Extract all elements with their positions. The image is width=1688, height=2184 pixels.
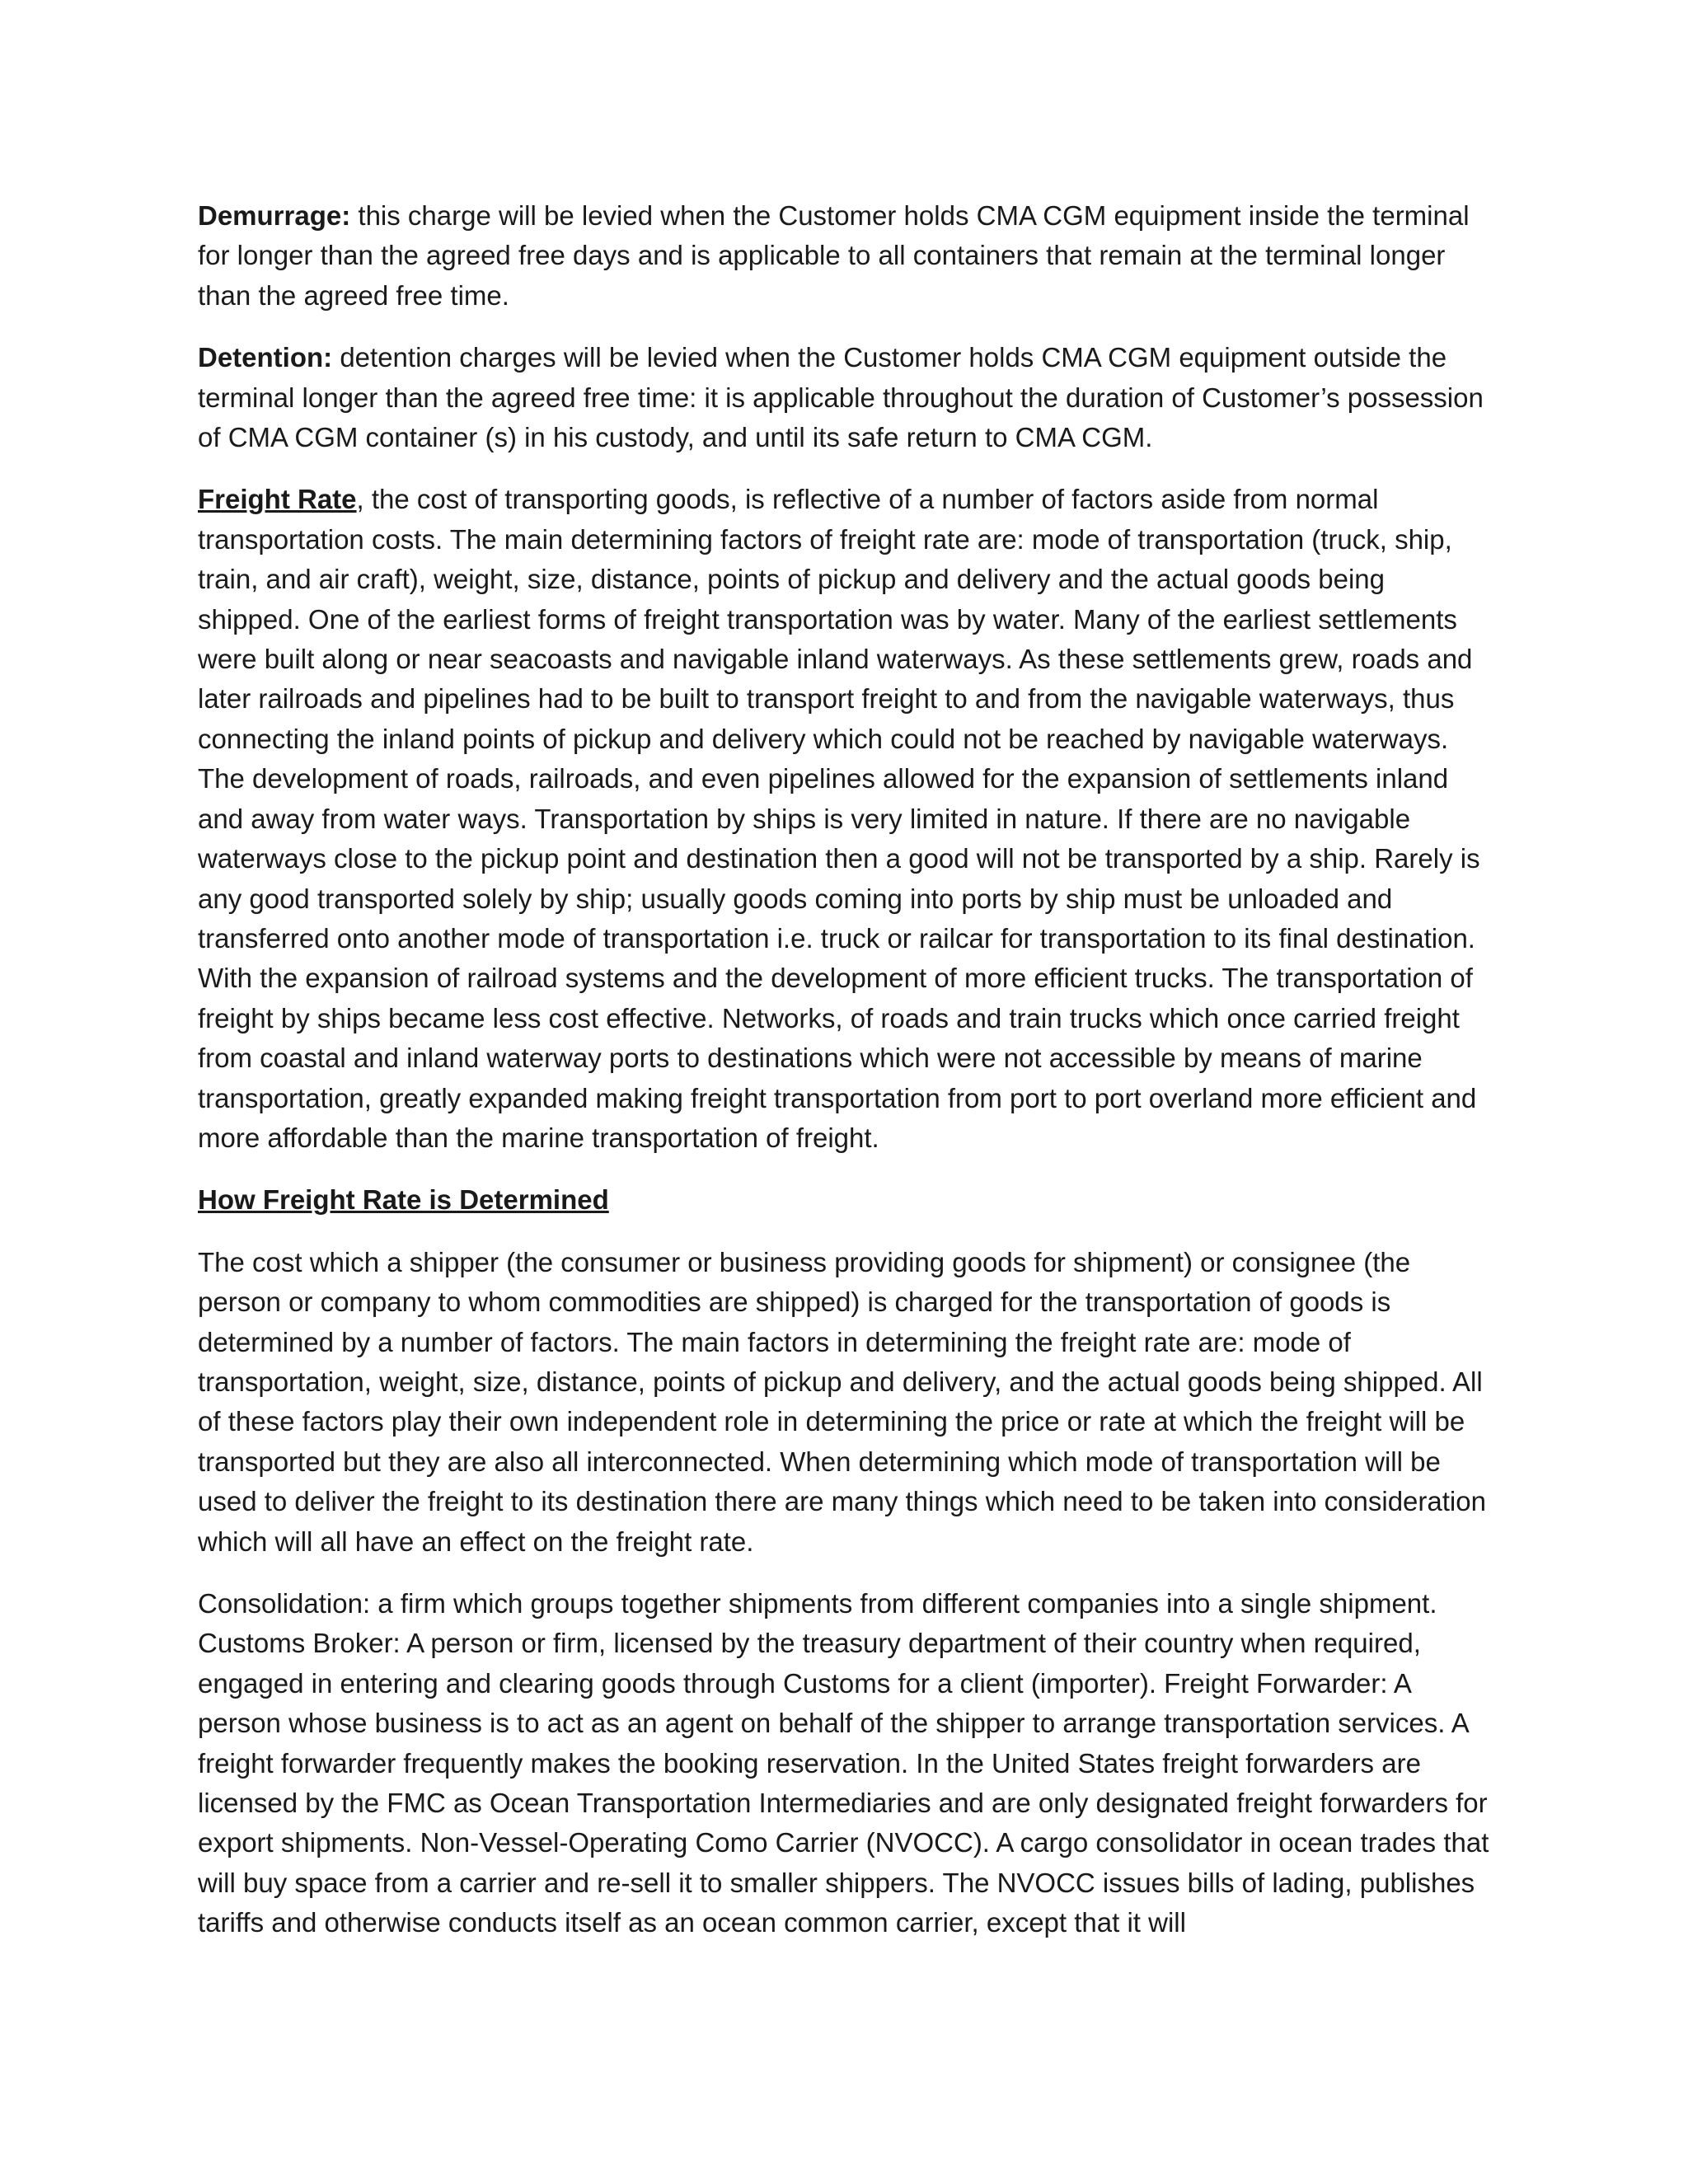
paragraph-freight-rate — [198, 480, 1493, 1158]
term-demurrage: Demurrage: — [198, 200, 351, 231]
paragraph-demurrage — [198, 196, 1493, 316]
section-heading: How Freight Rate is Determined — [198, 1184, 609, 1216]
text-demurrage: this charge will be levied when the Customer holds CMA CGM equipment inside the terminal for longer than the agreed free days and is applicable to all containers that remain at the terminal longer than the agreed free time. — [198, 200, 1470, 311]
term-detention: Detention: — [198, 342, 333, 373]
document-body — [198, 196, 1493, 1966]
text-freight-rate: , the cost of transporting goods, is reflective of a number of factors aside from normal transportation costs. The main determining factors of freight rate are: mode of transportation (truck, ship, train, and air craft), weight, size, distance, points of pickup and delivery and the actual goods being shipped. One of the earliest forms of freight transportation was by water. Many of the earliest settlements were built along or near seacoasts and navigable inland waterways. As these settlements grew, roads and later railroads and pipelines had to be built to transport freight to and from the navigable waterways, thus connecting the inland points of pickup and delivery which could not be reached by navigable waterways. The development of roads, railroads, and even pipelines allowed for the expansion of settlements inland and away from water ways. Transportation by ships is very limited in nature. If there are no navigable waterways close to the pickup point and destination then a good will not be transported by a ship. Rarely is any good transported solely by ship; usually goods coming into ports by ship must be unloaded and transferred onto another mode of transportation i.e. truck or railcar for transportation to its final destination. With the expansion of railroad systems and the development of more efficient trucks. The transportation of freight by ships became less cost effective. Networks, of roads and train trucks which once carried freight from coastal and inland waterway ports to destinations which were not accessible by means of marine transportation, greatly expanded making freight transportation from port to port overland more efficient and more affordable than the marine transportation of freight. — [198, 484, 1480, 1153]
paragraph-consolidation: Consolidation: a firm which groups together shipments from different companies into a single shipment. Customs Broker: A person or firm, licensed by the treasury department of their country when required, engaged in entering and clearing goods through Customs for a client (importer). Freight Forwarder: A person whose business is to act as an agent on behalf of the shipper to arrange transportation services. A freight forwarder frequently makes the booking reservation. In the United States freight forwarders are licensed by the FMC as Ocean Transportation Intermediaries and are only designated freight forwarders for export shipments. Non-Vessel-Operating Como Carrier (NVOCC). A cargo consolidator in ocean trades that will buy space from a carrier and re-sell it to smaller shippers. The NVOCC issues bills of lading, publishes tariffs and otherwise conducts itself as an ocean common carrier, except that it will — [198, 1588, 1489, 1938]
paragraph-freight-rate-determined: The cost which a shipper (the consumer or business providing goods for shipment) or consignee (the person or company to whom commodities are shipped) is charged for the transportation of goods is determined by a number of factors. The main factors in determining the freight rate are: mode of transportation, weight, size, distance, points of pickup and delivery, and the actual goods being shipped. All of these factors play their own independent role in determining the price or rate at which the freight will be transported but they are also all interconnected. When determining which mode of transportation will be used to deliver the freight to its destination there are many things which need to be taken into consideration which will all have an effect on the freight rate. — [198, 1246, 1486, 1557]
paragraph-detention — [198, 338, 1493, 457]
term-freight-rate: Freight Rate — [198, 484, 357, 515]
text-detention: detention charges will be levied when the Customer holds CMA CGM equipment outside the terminal longer than the agreed free time: it is applicable throughout the duration of Customer’s possession of CMA CGM container (s) in his custody, and until its safe return to CMA CGM. — [198, 342, 1484, 453]
